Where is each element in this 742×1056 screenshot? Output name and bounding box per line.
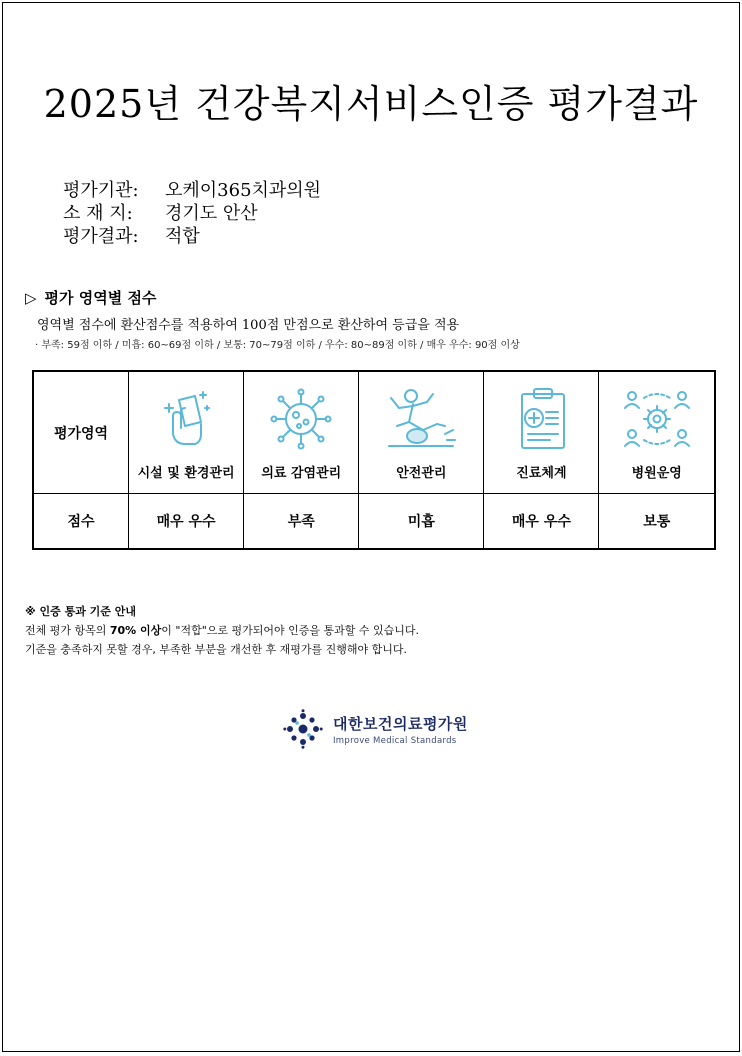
institution-info: [63, 179, 321, 248]
grade-legend: · 부족: 59점 이하 / 미흡: 60~69점 이하 / 보통: 70~79점 이하 / 우수: 80~89점 이하 / 매우 우수: 90점 이상: [35, 340, 520, 351]
area-label: 의료 감염관리: [261, 466, 342, 481]
gear-people-icon: [622, 384, 692, 454]
score-table: [32, 370, 716, 550]
area-label: 안전관리: [396, 466, 447, 481]
notice-text: 이 "적합"으로 평가되어야 인증을 통과할 수 있습니다.: [161, 624, 420, 637]
area-cell-safety: [359, 371, 484, 494]
certification-notice: [25, 602, 419, 659]
info-row-result: [63, 225, 321, 248]
notice-title: ※ 인증 통과 기준 안내: [25, 605, 137, 618]
notice-line-1: [25, 621, 419, 640]
info-value: 적합: [165, 226, 200, 247]
area-cell-care-system: [484, 371, 599, 494]
organization-logo: [283, 709, 468, 749]
notice-line-2: 기준을 충족하지 못할 경우, 부족한 부분을 개선한 후 재평가를 진행해야 합니다.: [25, 643, 407, 656]
area-label: 병원운영: [631, 466, 682, 481]
virus-icon: [266, 384, 336, 454]
triangle-marker-icon: ▷: [25, 289, 37, 307]
person-falling-icon: [383, 384, 459, 454]
page-title: 2025년 건강복지서비스인증 평가결과: [43, 82, 699, 126]
score-row: [33, 494, 715, 550]
area-label: 시설 및 환경관리: [137, 466, 235, 481]
document-page: [2, 2, 740, 1052]
info-value: 경기도 안산: [165, 203, 258, 224]
flower-emblem-icon: [283, 709, 323, 749]
cleaning-hand-icon: [151, 384, 221, 454]
logo-text: [333, 713, 468, 746]
logo-slogan: Improve Medical Standards: [333, 735, 457, 746]
info-row-location: [63, 202, 321, 225]
info-label: 소 재 지:: [63, 203, 133, 224]
area-cell-facility: [129, 371, 244, 494]
medical-clipboard-icon: [506, 384, 576, 454]
area-cell-infection: [244, 371, 359, 494]
notice-threshold: 70% 이상: [109, 624, 162, 637]
area-row: [33, 371, 715, 494]
score-value: 보통: [599, 494, 715, 550]
score-value: 매우 우수: [129, 494, 244, 550]
score-value: 부족: [244, 494, 359, 550]
info-value: 오케이365치과의원: [165, 180, 322, 201]
section-description: 영역별 점수에 환산점수를 적용하여 100점 만점으로 환산하여 등급을 적용: [37, 318, 460, 333]
score-value: 매우 우수: [484, 494, 599, 550]
area-cell-operation: [599, 371, 715, 494]
info-label: 평가기관:: [63, 180, 139, 201]
area-label: 진료체계: [516, 466, 567, 481]
score-header: 점수: [33, 494, 129, 550]
score-value: 미흡: [359, 494, 484, 550]
section-heading: [25, 287, 156, 308]
area-header: 평가영역: [33, 371, 129, 494]
info-row-institution: [63, 179, 321, 202]
logo-name: 대한보건의료평가원: [333, 714, 468, 733]
info-label: 평가결과:: [63, 226, 139, 247]
notice-text: 전체 평가 항목의: [25, 624, 110, 637]
section-heading-text: 평가 영역별 점수: [44, 289, 157, 307]
